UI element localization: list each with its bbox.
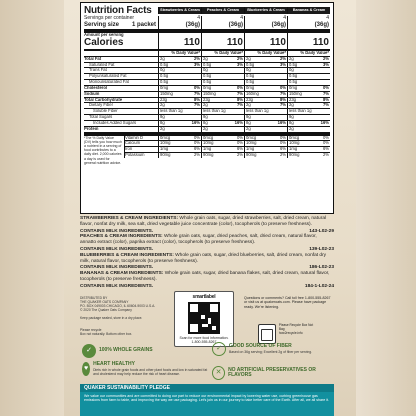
- pledge-title: QUAKER SUSTAINABILITY PLEDGE: [80, 384, 334, 392]
- nutrient-amount: 2g: [246, 125, 251, 131]
- vitamin-name: Vitamin D: [124, 136, 158, 141]
- nutrient-amount: 23g: [289, 96, 296, 102]
- nutrient-amount: 0.5g: [160, 79, 169, 85]
- vitamin-dv: 0%: [193, 140, 200, 146]
- nutrient-dv: 3%: [322, 61, 329, 67]
- ingredient-paragraph: [80, 216, 334, 228]
- calories-value-text: 110: [226, 37, 243, 49]
- ingredient-body: Whole grain oats, sugar, dried peaches, salt, dried cream, natural flavor, annatto extract (color), paprika extract (color), tocopherols (to preserve freshness).: [80, 234, 317, 246]
- nutrient-amount: 0mg: [289, 84, 298, 90]
- contains-text: CONTAINS MILK INGREDIENTS.: [80, 265, 154, 271]
- dv-footnote: *The % Daily Value (DV) tells you how much a nutrient in a serving of food contributes to a daily diet. 2,000 calories a day is used for general nutrition advice.: [84, 135, 122, 165]
- ingredient-body: Whole grain oats, sugar, dried strawberries, salt, dried cream, natural flavor, nonfat dry milk, sea salt, dried vegetable juice concentrate (color), tocopherols (to preserve freshness).: [80, 216, 327, 227]
- distributor-line: Please recycle: [80, 328, 102, 332]
- serving-size-grams-text: (36g): [271, 21, 286, 28]
- nutrient-cell: [158, 92, 201, 97]
- nutrient-dv: 7%: [236, 102, 243, 108]
- column-header: Peaches & Cream: [201, 7, 244, 13]
- nutrient-dv: 16%: [234, 119, 243, 125]
- nutrient-label: Protein: [84, 125, 99, 131]
- vitamin-dv: 0%: [279, 140, 286, 146]
- calories-value: [244, 37, 287, 49]
- nutrient-dv: 7%: [193, 90, 200, 96]
- servings-value-text: 4: [283, 15, 286, 21]
- ingredient-heading: BLUEBERRIES & CREAM INGREDIENTS:: [80, 252, 174, 258]
- vitamin-amount: 90mg: [203, 152, 214, 158]
- nutrient-dv: 7%: [322, 102, 329, 108]
- nutrient-cell: [158, 127, 201, 132]
- nutrient-dv: 3%: [279, 61, 286, 67]
- check-icon: ✓: [82, 344, 96, 358]
- serving-size-grams: [201, 22, 244, 29]
- badge-heart-healthy: ♥ HEART HEALTHY Diets rich in whole grain foods and other plant foods and low in saturated fat and cholesterol may help reduce the risk of heart disease.: [83, 361, 208, 376]
- distributor-line: Keep package sealed, store in a dry place.: [80, 316, 143, 320]
- vitamin-cell: [201, 153, 244, 158]
- serving-size-grams-text: (36g): [314, 21, 329, 28]
- ingredient-heading: BANANAS & CREAM INGREDIENTS:: [80, 271, 164, 277]
- vitamin-dv: 0%: [193, 134, 200, 140]
- left-flap: [0, 0, 64, 416]
- nutrient-row: [84, 127, 330, 132]
- vitamin-dv: 2%: [322, 152, 329, 158]
- contains-text: CONTAINS MILK INGREDIENTS.: [80, 246, 154, 252]
- nutrient-cell: [158, 57, 201, 62]
- vitamin-dv: 6%: [193, 146, 200, 152]
- vitamin-amount: 90mg: [289, 152, 300, 158]
- nutrient-amount: 2g: [160, 55, 165, 61]
- vitamin-dv: 6%: [322, 146, 329, 152]
- nutrient-amount: less than 1g: [246, 108, 269, 114]
- vitamin-row: [124, 141, 330, 146]
- pledge-body: We value our communities and are committed to doing our part to reduce our environmental impact by lowering water use, curbing greenhouse gas emissions from farm to table, and improving the way we use packaging. Let's join us in our journey to take better care of the Earth. After all, we all share it.: [80, 392, 334, 416]
- serving-size-grams: [287, 22, 330, 29]
- vitamin-amount: 0mcg: [160, 134, 171, 140]
- vitamin-name: Iron: [124, 147, 158, 152]
- heart-icon: ♥: [82, 362, 90, 376]
- nutrient-dv: 16%: [191, 119, 200, 125]
- nutrient-label: Cholesterol: [84, 84, 108, 90]
- nutrient-label: Total Carbohydrate: [84, 96, 123, 102]
- nutrient-cell: [201, 57, 244, 62]
- nutrient-amount: 0mg: [160, 84, 169, 90]
- smartlabel-caption: Scan for more food information.: [179, 336, 229, 340]
- vitamin-row: [124, 153, 330, 158]
- distributor-line: THE QUAKER OATS COMPANY: [80, 300, 129, 304]
- smartlabel-logo: smartlabel: [192, 294, 216, 300]
- distributor-line: © 2020 The Quaker Oats Company: [80, 308, 132, 312]
- nutrient-cell: [287, 127, 330, 132]
- ingredient-heading: PEACHES & CREAM INGREDIENTS:: [80, 234, 163, 240]
- smartlabel-phone: 1-800-555-8267: [191, 340, 217, 344]
- nutrient-amount: less than 1g: [160, 108, 183, 114]
- nutrient-label: Monounsaturated Fat: [89, 79, 129, 85]
- serving-size-label: Serving size: [84, 21, 120, 28]
- vitamin-dv: 6%: [279, 146, 286, 152]
- nutrient-amount: 0.5g: [203, 61, 212, 67]
- nutrient-amount: 9g: [160, 114, 165, 120]
- dv-header-text: % Daily Value*: [300, 49, 329, 55]
- vitamin-cell: [158, 153, 201, 158]
- nutrition-facts-panel: [80, 2, 334, 214]
- nutrient-dv: 8%: [236, 96, 243, 102]
- ingredient-paragraph: [80, 271, 334, 283]
- column-header: Strawberries & Cream: [158, 7, 201, 13]
- no-symbol-icon: ✕: [212, 366, 225, 380]
- nutrient-amount: less than 1g: [289, 108, 312, 114]
- distributor-line: Box not naturally. Bottom other box.: [80, 332, 133, 336]
- nutrient-amount: 2g: [289, 55, 294, 61]
- nutrient-amount: 0g: [289, 67, 294, 73]
- vitamin-dv: 6%: [236, 146, 243, 152]
- servings-value-text: 4: [197, 15, 200, 21]
- ingredient-body: Whole grain oats, sugar, dried blueberries, salt, dried cream, nonfat dry milk, natural flavor, tocopherols (to preserve freshness).: [80, 252, 327, 264]
- nutrient-amount: 0.5g: [289, 61, 298, 67]
- nutrient-cell: [158, 121, 201, 126]
- vitamin-name: Calcium: [124, 141, 158, 146]
- nutrient-amount: 0g: [246, 67, 251, 73]
- nutrient-amount: 150mg: [160, 90, 173, 96]
- vitamin-amount: 0mcg: [246, 134, 257, 140]
- check-outline-icon: ✓: [212, 342, 226, 356]
- vitamin-row: [124, 136, 330, 141]
- distributor-line: DISTRIBUTED BY: [80, 296, 108, 300]
- amount-per-serving: Amount per serving: [84, 31, 124, 37]
- vitamin-amount: 0mcg: [203, 134, 214, 140]
- calories-value: [158, 37, 201, 49]
- nutrient-amount: less than 1g: [203, 108, 226, 114]
- vitamin-dv: 0%: [236, 134, 243, 140]
- nutrient-dv: 16%: [277, 119, 286, 125]
- calories-value-text: 110: [312, 37, 329, 49]
- distributor-line: PO. BOX 049003 CHICAGO, IL 60604-9003 U.S.A.: [80, 304, 156, 308]
- vitamin-dv: 0%: [322, 134, 329, 140]
- calories-value-text: 110: [183, 37, 200, 49]
- nutrient-dv: 2%: [322, 55, 329, 61]
- vitamin-amount: 1mg: [203, 146, 212, 152]
- nutrient-amount: 0.5g: [203, 79, 212, 85]
- smartlabel-box[interactable]: [174, 291, 234, 347]
- vitamin-amount: 10mg: [246, 140, 257, 146]
- vitamin-amount: 1mg: [160, 146, 169, 152]
- nutrient-dv: 0%: [279, 84, 286, 90]
- nutrient-amount: 23g: [160, 96, 167, 102]
- vitamin-dv: 2%: [279, 152, 286, 158]
- nutrient-dv: 0%: [322, 84, 329, 90]
- ingredients-section: [80, 216, 334, 290]
- nutrient-cell: [244, 57, 287, 62]
- nutrient-dv: 3%: [193, 61, 200, 67]
- dv-header-text: % Daily Value*: [257, 49, 286, 55]
- nutrient-cell: [287, 57, 330, 62]
- nutrient-dv: 7%: [279, 90, 286, 96]
- nutrient-amount: 2g: [203, 55, 208, 61]
- column-header: Blueberries & Cream: [244, 7, 287, 13]
- column-header: Bananas & Cream: [287, 7, 330, 13]
- nutrient-amount: 0g: [203, 67, 208, 73]
- calories-label: Calories: [84, 37, 124, 49]
- badge-no-preservatives: ✕ NO ARTIFICIAL PRESERVATIVES OR FLAVORS: [212, 366, 332, 380]
- nutrient-label: Trans Fat: [89, 67, 107, 73]
- calories-value: [201, 37, 244, 49]
- nutrient-dv: 7%: [322, 90, 329, 96]
- questions-text: Questions or comments? Call toll free 1-800-555-8267 or visit us at quakeroats.com. Please have package ready. We're listening.: [244, 296, 331, 309]
- nutrient-amount: 0g: [160, 67, 165, 73]
- lot-code: 139-L02-23: [309, 246, 334, 252]
- nutrient-cell: [201, 92, 244, 97]
- ingredient-body: Whole grain oats, sugar, dried banana flakes, salt, dried cream, natural flavor, tocopherols (to preserve freshness).: [80, 271, 330, 282]
- nutrient-cell: [244, 92, 287, 97]
- right-flap: [356, 0, 416, 416]
- nutrient-amount: 8g: [203, 119, 208, 125]
- nutrient-dv: 3%: [236, 61, 243, 67]
- nutrient-amount: 150mg: [203, 90, 216, 96]
- vitamin-cell: [244, 153, 287, 158]
- lot-code: 184-1-L02-24: [304, 283, 334, 289]
- nutrient-amount: 0.5g: [246, 73, 255, 79]
- nutrient-dv: 2%: [193, 55, 200, 61]
- vitamin-amount: 1mg: [289, 146, 298, 152]
- vitamin-row: [124, 147, 330, 152]
- servings-value-text: 4: [326, 15, 329, 21]
- nutrient-amount: 8g: [160, 119, 165, 125]
- nutrient-dv: 7%: [193, 102, 200, 108]
- nutrient-amount: 160mg: [246, 90, 259, 96]
- vitamin-amount: 10mg: [289, 140, 300, 146]
- nutrient-amount: 0.5g: [246, 61, 255, 67]
- nutrient-dv: 8%: [193, 96, 200, 102]
- nutrient-dv: 0%: [236, 84, 243, 90]
- nutrient-cell: [244, 121, 287, 126]
- nutrient-amount: 2g: [289, 102, 294, 108]
- nutrient-dv: 2%: [279, 55, 286, 61]
- nutrient-amount: 0mg: [203, 84, 212, 90]
- vitamin-amount: 90mg: [160, 152, 171, 158]
- dv-header-text: % Daily Value*: [214, 49, 243, 55]
- nutrient-amount: 8g: [246, 119, 251, 125]
- servings-value-text: 4: [240, 15, 243, 21]
- nutrient-amount: 2g: [203, 125, 208, 131]
- nutrient-amount: 2g: [289, 125, 294, 131]
- serving-size-grams-text: (36g): [185, 21, 200, 28]
- qr-code-icon[interactable]: [188, 302, 220, 334]
- contains-line: [80, 284, 334, 290]
- nutrient-amount: 23g: [203, 96, 210, 102]
- vitamin-name: Potassium: [124, 153, 158, 158]
- vitamin-dv: 2%: [193, 152, 200, 158]
- lot-code: 186-L02-23: [309, 265, 334, 271]
- nutrient-amount: 2g: [246, 55, 251, 61]
- dv-header-text: % Daily Value*: [171, 49, 200, 55]
- nutrition-title: Nutrition Facts: [84, 5, 152, 16]
- nutrient-amount: 0.5g: [289, 79, 298, 85]
- serving-size-value: 1 packet: [131, 21, 156, 28]
- nutrient-amount: 0mg: [246, 84, 255, 90]
- nutrient-label: Sodium: [84, 90, 100, 96]
- serving-size-grams-text: (36g): [228, 21, 243, 28]
- nutrient-amount: 0.5g: [160, 73, 169, 79]
- nutrient-dv: 8%: [322, 96, 329, 102]
- nutrient-amount: 2g: [160, 102, 165, 108]
- nutrient-amount: 8g: [289, 119, 294, 125]
- nutrient-label: Soluble Fiber: [93, 108, 118, 114]
- vitamin-amount: 90mg: [246, 152, 257, 158]
- nutrient-dv: 7%: [279, 102, 286, 108]
- servings-label: Servings per container: [84, 15, 135, 21]
- badge-fiber: ✓ GOOD SOURCE OF FIBER Based on 36g serving; Excellent 2g of fiber per serving.: [212, 342, 332, 356]
- nutrient-label: Saturated Fat: [89, 61, 115, 67]
- nutrient-dv: 7%: [236, 90, 243, 96]
- nutrient-dv: 2%: [236, 55, 243, 61]
- nutrient-amount: 23g: [246, 96, 253, 102]
- nutrient-amount: 0.5g: [289, 73, 298, 79]
- nutrient-amount: 0.5g: [203, 73, 212, 79]
- nutrient-dv: 16%: [320, 119, 329, 125]
- nutrient-amount: 0.5g: [160, 61, 169, 67]
- ingredient-paragraph: [80, 234, 334, 246]
- nutrient-label: Includes Added Sugars: [93, 119, 137, 125]
- nutrient-cell: [287, 121, 330, 126]
- nutrient-label: Dietary Fiber: [89, 102, 113, 108]
- nutrient-cell: [201, 121, 244, 126]
- how2recycle-text: Please Recycle Box Not Bag: [278, 323, 314, 331]
- distributor-info: [80, 296, 168, 336]
- vitamin-cell: [287, 153, 330, 158]
- nutrient-amount: 150mg: [289, 90, 302, 96]
- nutrient-label: Total Fat: [84, 55, 102, 61]
- vitamin-amount: 0mcg: [289, 134, 300, 140]
- nutrient-label: Polyunsaturated Fat: [89, 73, 127, 79]
- nutrient-amount: 9g: [246, 114, 251, 120]
- vitamin-amount: 10mg: [160, 140, 171, 146]
- nutrient-cell: [287, 92, 330, 97]
- nutrient-amount: 2g: [203, 102, 208, 108]
- vitamin-amount: 1mg: [246, 146, 255, 152]
- ingredient-paragraph: [80, 253, 334, 265]
- nutrient-amount: 9g: [289, 114, 294, 120]
- serving-size-grams: [244, 22, 287, 29]
- contains-text: CONTAINS MILK INGREDIENTS.: [80, 228, 154, 234]
- nutrient-dv: 0%: [193, 84, 200, 90]
- serving-size-grams: [158, 22, 201, 29]
- vitamin-dv: 2%: [236, 152, 243, 158]
- nutrient-amount: 2g: [160, 125, 165, 131]
- vitamin-dv: 0%: [322, 140, 329, 146]
- how2recycle-site: how2recycle.info: [278, 330, 303, 335]
- nutrient-row: [84, 92, 330, 97]
- nutrient-cell: [201, 127, 244, 132]
- nutrient-dv: 8%: [279, 96, 286, 102]
- nutrient-amount: 0.5g: [246, 79, 255, 85]
- claims-badges: [80, 340, 334, 388]
- nutrient-amount: 2g: [246, 102, 251, 108]
- vitamin-dv: 0%: [236, 140, 243, 146]
- lot-code: 143-L02-29: [309, 228, 334, 234]
- calories-value-text: 110: [269, 37, 286, 49]
- vitamin-amount: 10mg: [203, 140, 214, 146]
- nutrient-row: [84, 121, 330, 126]
- contains-text: CONTAINS MILK INGREDIENTS.: [80, 283, 154, 289]
- nutrient-amount: 9g: [203, 114, 208, 120]
- nutrient-cell: [244, 127, 287, 132]
- ingredient-heading: STRAWBERRIES & CREAM INGREDIENTS:: [80, 216, 179, 221]
- vitamin-dv: 0%: [279, 134, 286, 140]
- nutrient-row: [84, 57, 330, 62]
- nutrient-label: Total Sugars: [89, 114, 113, 120]
- badge-whole-grains: ✓ 100% WHOLE GRAINS: [82, 344, 153, 358]
- calories-value: [287, 37, 330, 49]
